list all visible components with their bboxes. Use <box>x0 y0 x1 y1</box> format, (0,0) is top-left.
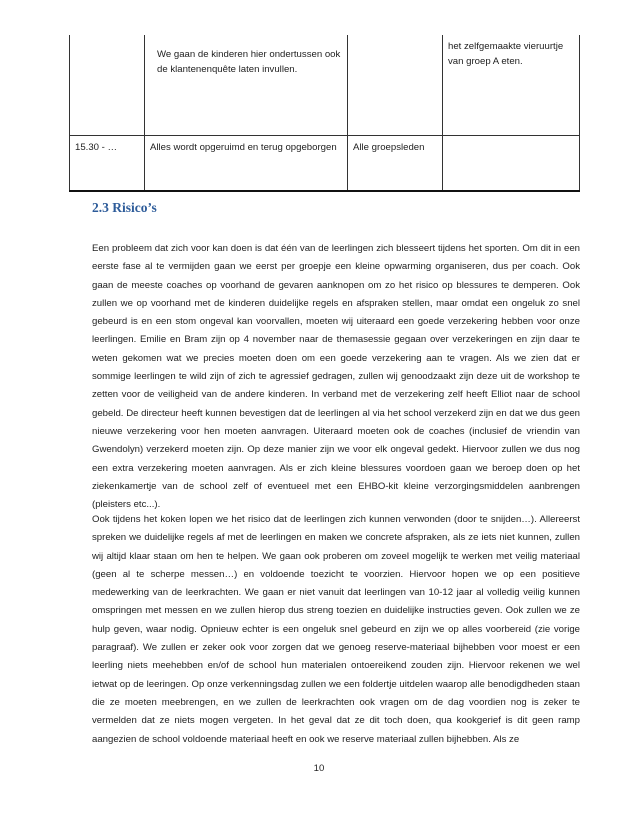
table-row <box>70 136 580 192</box>
paragraph: Een probleem dat zich voor kan doen is dat één van de leerlingen zich blesseert tijdens het sporten. Om dit in een eerste fase al te vermijden gaan we eerst per groepje een kleine opwarming organiseren, dus per coach. Ook gaan de meeste coaches op voorhand de gevaren aanknopen om zo het risico op blessures te demperen. Ook zullen we op voorhand met de kinderen duidelijke regels en afspraken stellen, maar omdat een ongeluk zo snel gebeurd is en een stom ongeval kan voorvallen, moeten wij uiteraard een goede verzekering hebben voor onze leerlingen. Emilie en Bram zijn op 4 november naar de themasessie gegaan over verzekeringen en zijn daar te weten gekomen wat we precies moeten doen om een goede verzekering aan te vragen. Als we zien dat er sommige leerlingen te wild zijn of zich te agressief gedragen, zullen wij genoodzaakt zijn deze uit de workshop te zetten voor de veiligheid van de andere kinderen. In verband met de verzekering zelf heeft Elliot naar de school gebeld. De directeur heeft kunnen bevestigen dat de leerlingen al via het school verzekerd zijn en dat we dus geen nieuwe verzekering voor hen moeten aanvragen. Uiteraard moeten ook de coaches (inclusief de vriendin van Gwendolyn) verzekerd moeten zijn. Op deze manier zijn we voor elk ongeval gedekt. Hiervoor zullen we dus nog een extra verzekering moeten aanvragen. Als er zich kleine blessures voordoen gaan we beroep doen op het ziekenkamertje van de school zelf of eventueel met een EHBO-kit kleine verzorgingsmiddelen aanbrengen (pleisters etc...). <box>92 243 580 511</box>
section-heading: 2.3 Risico’s <box>92 200 157 215</box>
paragraph: Ook tijdens het koken lopen we het risico dat de leerlingen zich kunnen verwonden (door te snijden…). Allereerst spreken we duidelijke regels af met de leerlingen en maken we concrete afspraken, als ze iets niet kunnen, zullen wij altijd klaar staan om hen te helpen. We gaan ook proberen om zoveel mogelijk te werken met veilig materiaal (geen al te scherpe messen…) en voldoende toezicht te voorzien. Hiervoor hopen we op een positieve medewerking van de leerkrachten. We gaan er niet vanuit dat leerlingen van 10-12 jaar al volledig veilig kunnen omspringen met messen en we zullen hierop dus streng toezien en duidelijke instructies geven. Ook zullen we ze hulp geven, waar nodig. Opnieuw echter is een ongeluk snel gebeurd en zijn we op alles voorbereid (zie vorige paragraaf). We zullen er zeker ook voor zorgen dat we genoeg reserve-materiaal bijhebben voor moest er een leerling niets meehebben en/of de school hun materialen ontoereikend zouden zijn. Hiervoor rekenen we wel ietwat op de leeringen. Op onze verkenningsdag zullen we een foldertje uitdelen waarop alle benodigdheden staan die ze moeten meebrengen, en we zullen de leerkrachten ook vragen om de dag voordien nog is zeker te vermelden dat ze niets mogen vergeten. In het geval dat ze dit toch doen, qua kookgerief is dit geen ramp aangezien de school voldoende materiaal heeft en ook we reserve materiaal zullen bijhebben. Als ze <box>92 514 580 745</box>
activity-cell: Alles wordt opgeruimd en terug opgeborgen <box>145 136 348 192</box>
activity-cell: We gaan de kinderen hier ondertussen ook de klantenenquête laten invullen. <box>145 35 348 136</box>
schedule-table <box>69 35 580 192</box>
materials-cell: het zelfgemaakte vieruurtje van groep A eten. <box>443 35 580 136</box>
page-number: 10 <box>313 763 325 774</box>
time-cell: 15.30 - … <box>70 136 145 192</box>
materials-cell <box>443 136 580 192</box>
who-cell <box>348 35 443 136</box>
table-row <box>70 35 580 136</box>
time-cell <box>70 35 145 136</box>
who-cell: Alle groepsleden <box>348 136 443 192</box>
